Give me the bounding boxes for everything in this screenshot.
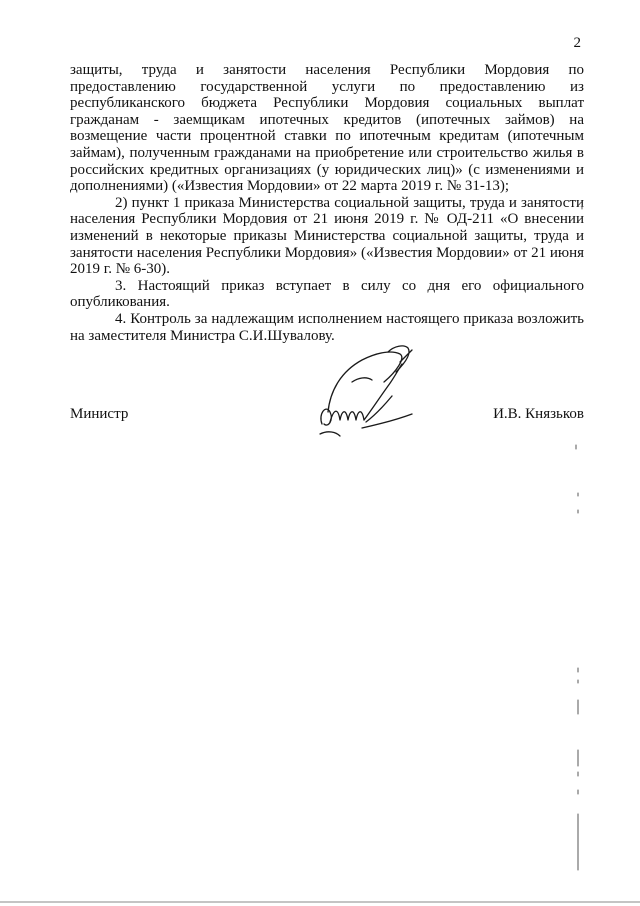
handwritten-signature xyxy=(300,342,430,442)
document-body xyxy=(70,62,584,344)
paragraph-continuation: защиты, труда и занятости населения Республики Мордовия по предоставлению государственной услуги по предоставлению из республиканского бюджета Республики Мордовия социальных выплат гражданам - заемщикам ипотечных кредитов (ипотечных займов) на возмещение части процентной ставки по ипотечным кредитам (ипотечным займам), полученным гражданами на приобретение или строительство жилья в российских кредитных организациях (у юридических лиц)» (с изменениями и дополнениями) («Известия Мордовии» от 22 марта 2019 г. № 31-13); xyxy=(70,62,584,195)
paragraph-item-4: 4. Контроль за надлежащим исполнением настоящего приказа возложить на заместителя Министра С.И.Шувалову. xyxy=(70,310,584,344)
signer-title: Министр xyxy=(70,406,129,422)
signature-block xyxy=(70,406,584,426)
paragraph-item-3: 3. Настоящий приказ вступает в силу со дня его официального опубликования. xyxy=(70,277,584,311)
signer-name: И.В. Князьков xyxy=(493,406,584,422)
paragraph-item-2: 2) пункт 1 приказа Министерства социальной защиты, труда и занятости населения Республики Мордовия от 21 июня 2019 г. № ОД-211 «О внесении изменений в некоторые приказы Министерства социальной защиты, труда и занятости населения Республики Мордовия» («Известия Мордовии» от 21 июня 2019 г. № 6-30). xyxy=(70,194,584,278)
page-number: 2 xyxy=(573,35,581,51)
